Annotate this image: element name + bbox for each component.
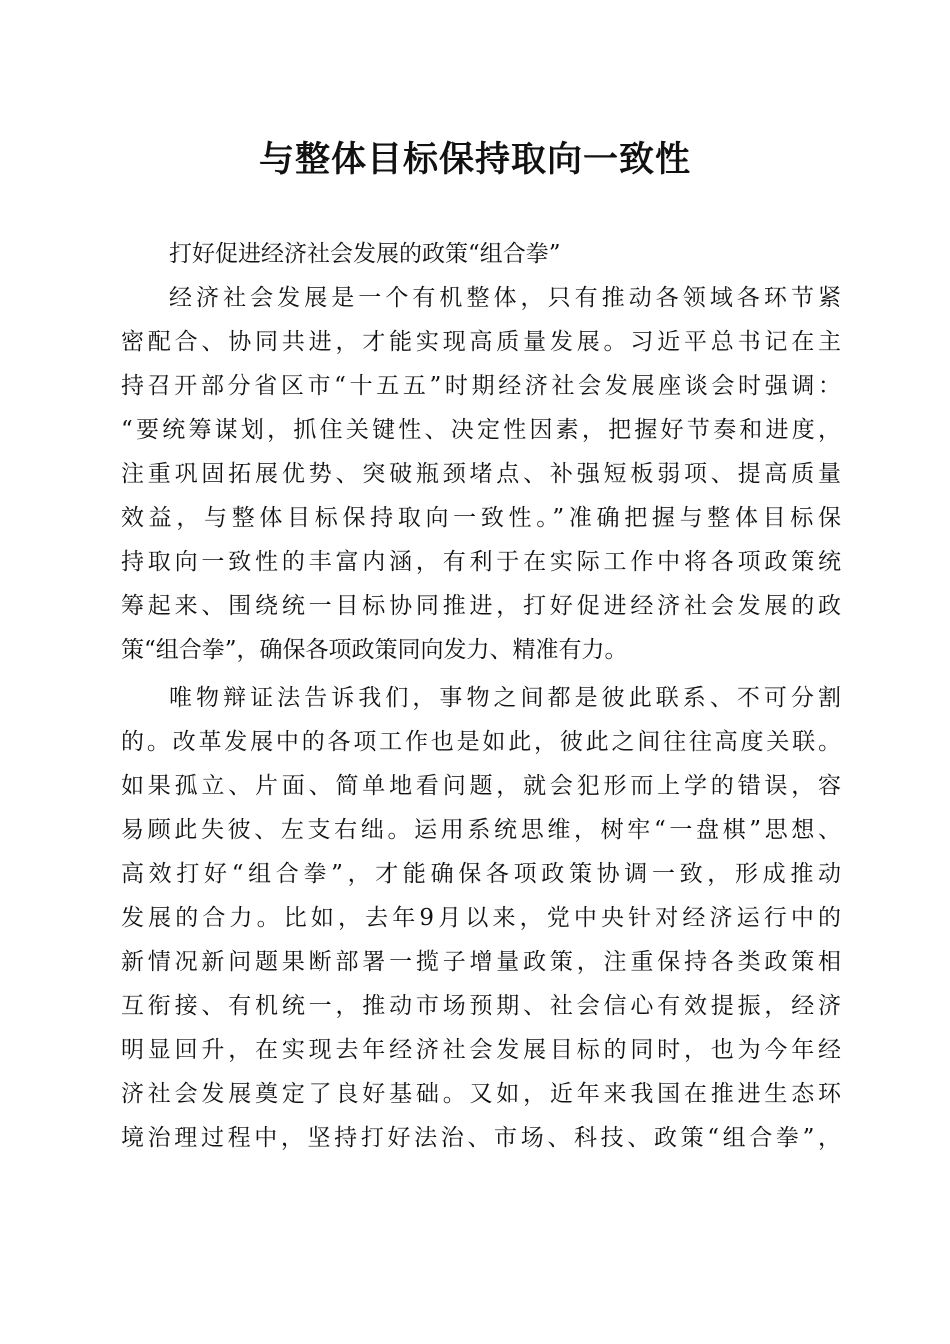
paragraph-1-line-5: 注重巩固拓展优势、突破瓶颈堵点、补强短板弱项、提高质量 <box>121 461 841 487</box>
paragraph-2-line-10: 济社会发展奠定了良好基础。又如，近年来我国在推进生态环 <box>121 1081 841 1107</box>
paragraph-1-line-4: “要统筹谋划，抓住关键性、决定性因素，把握好节奏和进度， <box>121 417 841 443</box>
paragraph-2-line-2: 的。改革发展中的各项工作也是如此，彼此之间往往高度关联。 <box>121 729 841 755</box>
paragraph-1-line-3: 持召开部分省区市“十五五”时期经济社会发展座谈会时强调： <box>121 373 841 399</box>
subheading-line: 打好促进经济社会发展的政策“组合拳” <box>169 241 561 267</box>
paragraph-1-line-2: 密配合、协同共进，才能实现高质量发展。习近平总书记在主 <box>121 329 841 355</box>
paragraph-1-line-6: 效益，与整体目标保持取向一致性。”准确把握与整体目标保 <box>121 505 841 531</box>
paragraph-2-line-3: 如果孤立、片面、简单地看问题，就会犯形而上学的错误，容 <box>121 773 841 799</box>
paragraph-2-line-8: 互衔接、有机统一，推动市场预期、社会信心有效提振，经济 <box>121 993 841 1019</box>
paragraph-1-line-7: 持取向一致性的丰富内涵，有利于在实际工作中将各项政策统 <box>121 549 841 575</box>
paragraph-1-line-1: 经济社会发展是一个有机整体，只有推动各领域各环节紧 <box>169 285 841 311</box>
paragraph-2-line-5: 高效打好“组合拳”，才能确保各项政策协调一致，形成推动 <box>121 861 841 887</box>
paragraph-2-line-1: 唯物辩证法告诉我们，事物之间都是彼此联系、不可分割 <box>169 685 841 711</box>
paragraph-1-line-9: 策“组合拳”，确保各项政策同向发力、精准有力。 <box>121 637 628 663</box>
paragraph-2-line-6: 发展的合力。比如，去年9月以来，党中央针对经济运行中的 <box>121 905 841 931</box>
paragraph-2-line-4: 易顾此失彼、左支右绌。运用系统思维，树牢“一盘棋”思想、 <box>121 817 841 843</box>
paragraph-2-line-9: 明显回升，在实现去年经济社会发展目标的同时，也为今年经 <box>121 1037 841 1063</box>
document-title: 与整体目标保持取向一致性 <box>258 139 691 180</box>
paragraph-1-line-8: 筹起来、围绕统一目标协同推进，打好促进经济社会发展的政 <box>121 593 841 619</box>
paragraph-2-line-7: 新情况新问题果断部署一揽子增量政策，注重保持各类政策相 <box>121 949 841 975</box>
paragraph-2-line-11: 境治理过程中，坚持打好法治、市场、科技、政策“组合拳”， <box>121 1125 841 1151</box>
